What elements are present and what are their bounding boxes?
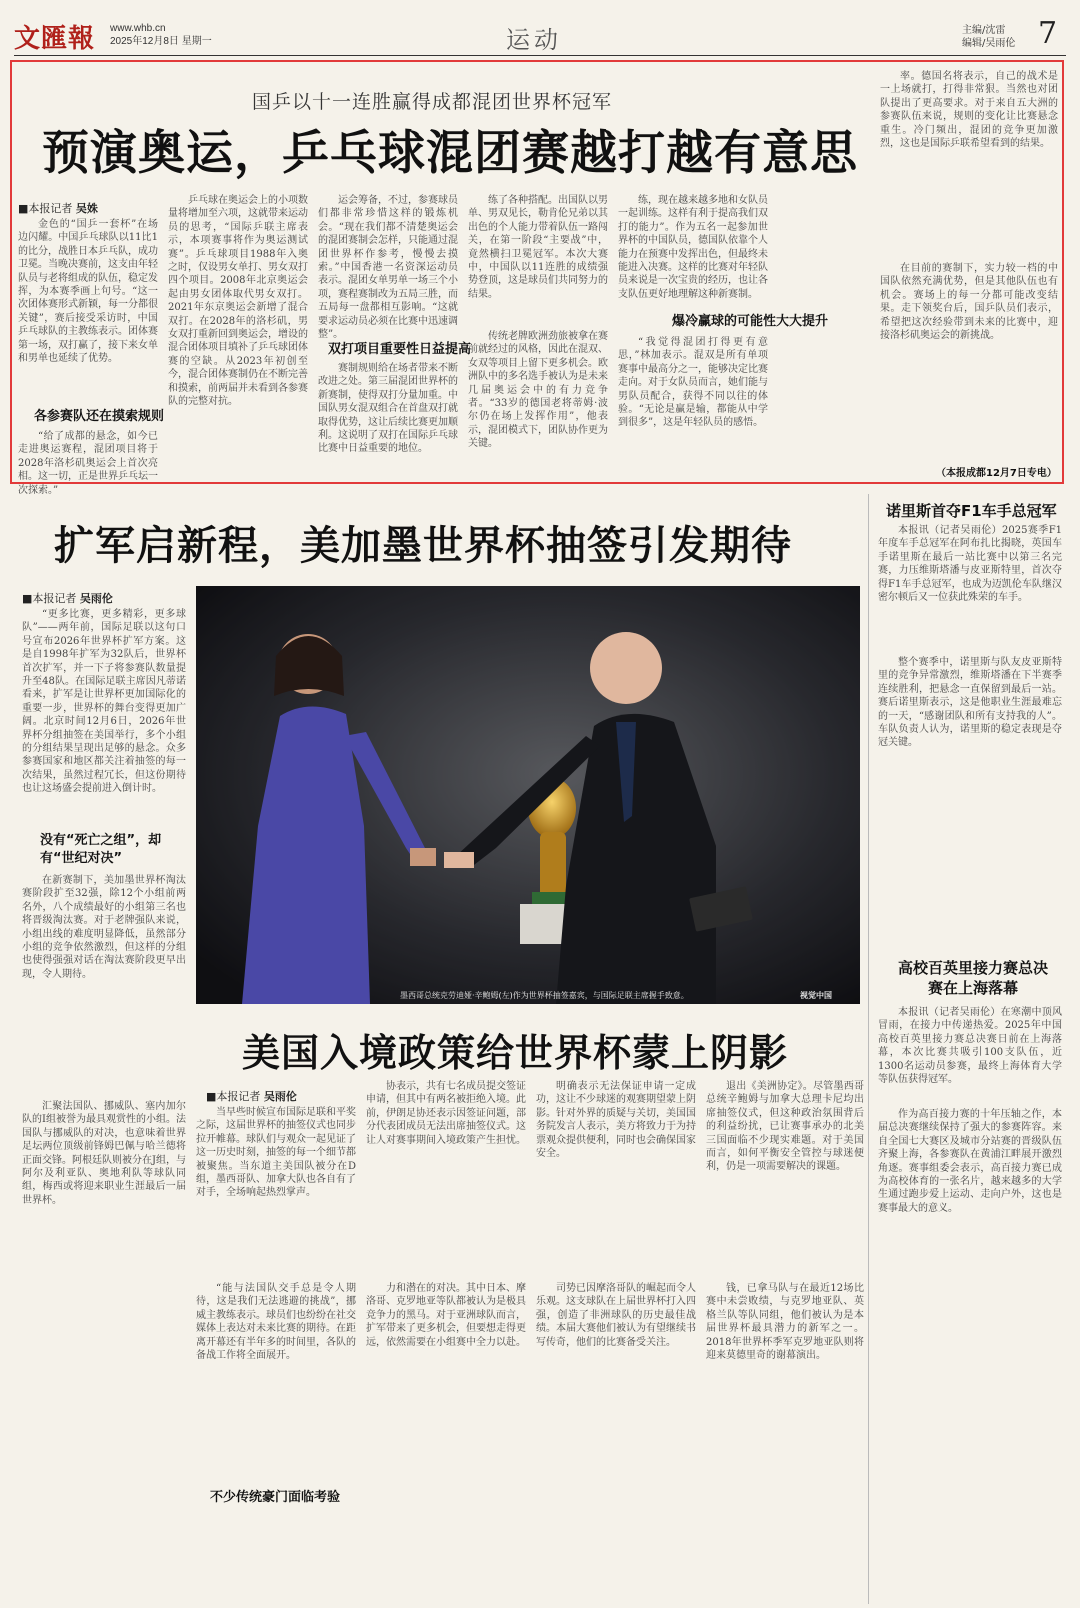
paragraph: 协表示，共有七名成员提交签证申请，但其中有两名被拒绝入境。此前，伊朗足协还表示因签证问题，部分代表团成员无法出席抽签仪式。这让人对赛事期间入境政策产生担忧。 [366, 1081, 526, 1146]
site-url[interactable]: www.whb.cn [110, 23, 166, 34]
paragraph: 练了各种搭配。出国队以男单、男双见长，勒肯伦兄弟以其出色的个人能力带着队伍一路闯关，在第一阶段“主要战”中，竟然横扫卫冕冠军。本次大赛中，中国队以11连胜的成绩强势登顶，这是球员们共同努力的结果。 [468, 195, 608, 300]
worldcup-photo[interactable] [196, 586, 860, 1004]
worldcup-headline[interactable]: 扩军启新程，美加墨世界杯抽签引发期待 [54, 522, 792, 569]
byline-name: 吴姝 [75, 202, 98, 215]
table-tennis-article[interactable] [10, 60, 1064, 496]
us-policy-headline[interactable]: 美国入境政策给世界杯蒙上阴影 [242, 1030, 789, 1075]
paragraph: “我觉得混团打得更有意思，”林加表示。混双是所有单项赛事中最高分之一，能够决定比赛走向。对于女队员而言，她们能与男队员配合，获得不同以往的体验。“无论是赢是输，都能从中学到很多”，这是年轻队员的感悟。 [618, 337, 768, 429]
article-column-1b [18, 430, 158, 496]
relay-headline[interactable]: 高校百英里接力赛总决赛在上海落幕 [898, 959, 1049, 997]
article-column-3b [318, 362, 458, 482]
paragraph: “给了成都的悬念，如今已走进奥运赛程，混团项目将于2028年洛杉矶奥运会上首次亮相。这一切，正是世界乒乓坛一次探索。” [18, 431, 158, 496]
paragraph: “能与法国队交手总是令人期待，这是我们无法逃避的挑战”，挪威主教练表示。球员们也纷纷在社交媒体上表达对未来比赛的期待。在距离开幕还有半年多的时间里，各队的备战工作将全面展开。 [196, 1283, 356, 1362]
article-column-1 [18, 218, 158, 402]
f1-lead [878, 524, 1062, 650]
article-column-6b [880, 262, 1058, 438]
us-column-1 [196, 1106, 356, 1272]
paragraph: 作为高百接力赛的十年压轴之作，本届总决赛继续保持了强大的参赛阵容。来自全国七大赛区及城市分站赛的晋级队伍齐聚上海，各参赛队在黄浦江畔展开激烈角逐。赛事组委会表示，高百接力赛已成为高校体育的一张名片，越来越多的大学生通过跑步爱上运动、走向户外，这也是赛事最大的意义。 [878, 1109, 1062, 1214]
paragraph: 本报讯（记者吴雨伦）2025赛季F1年度车手总冠军在阿布扎比揭晓，英国车手诺里斯在最后一站比赛中以第三名完赛，力压维斯塔潘与皮亚斯特里，首次夺得F1车手总冠军，也成为迈凯伦车队继汉密尔顿后又一位获此殊荣的车手。 [878, 525, 1062, 604]
article-column-5b [618, 336, 768, 482]
lower-column-2 [366, 1282, 526, 1598]
lower-column-1 [196, 1282, 356, 1482]
masthead-meta [110, 22, 212, 48]
byline-prefix: ■本报记者 [22, 592, 77, 605]
paragraph: 明确表示无法保证申请一定成功，这让不少球迷的观赛期望蒙上阴影。针对外界的质疑与关切，美国国务院发言人表示，美方将致力于为持票观众提供便利，同时也会确保国家安全。 [536, 1081, 696, 1160]
article-column-4 [468, 194, 608, 324]
paragraph: 本报讯（记者吴雨伦）在寒潮中顶风冒雨，在接力中传递热爱。2025年中国高校百英里接力赛总决赛日前在上海落幕，本次比赛共吸引100支队伍，近1300名运动员参赛，最终上海体育大学等队伍获得冠军。 [878, 1007, 1062, 1086]
paragraph: 司势已因摩洛哥队的崛起而令人乐观。这支球队在上届世界杯打入四强，创造了非洲球队的历史最佳战绩。本届大赛他们被认为有望继续书写传奇，他们的比赛备受关注。 [536, 1283, 696, 1348]
page-number: 7 [1038, 16, 1058, 51]
paragraph: 金色的“国乒一套杯”在场边闪耀。中国乒乓球队以11比1的比分，战胜日本乒乓队，成功卫冕。当晚决赛前，这支由年轻队员与老将组成的队伍，稳定发挥，为本赛季画上句号。“这一次团体赛形式新颖，每一分都很关键”，赛后接受采访时，中国乒乓球队的主教练表示。团体赛第一场，双打赢了，接下来女单和男单也延续了优势。 [18, 219, 158, 365]
us-byline [206, 1088, 297, 1104]
paragraph: 整个赛季中，诺里斯与队友皮亚斯特里的竞争异常激烈，维斯塔潘在下半赛季连续胜利，把悬念一直保留到最后一站。赛后诺里斯表示，这是他职业生涯最难忘的一天，“感谢团队和所有支持我的人”。车队负责人认为，诺里斯的稳定表现是夺冠关键。 [878, 657, 1062, 749]
us-column-3 [536, 1080, 696, 1272]
box-subhead: 不少传统豪门面临考验 [210, 1490, 341, 1505]
relay-lead [878, 1006, 1062, 1102]
byline [18, 200, 98, 216]
wc-column-1b [22, 874, 186, 1094]
us-column-2 [366, 1080, 526, 1272]
paragraph: 在新赛制下，美加墨世界杯淘汰赛阶段扩至32强，除12个小组前两名外，八个成绩最好的小组第三名也将晋级淘汰赛。对于老牌强队来说，小组出线的难度明显降低，虽然部分小组的竞争依然激烈，但这样的分组也使得强强对话在淘汰赛阶段更早出现，令人期待。 [22, 875, 186, 980]
paragraph: “更多比赛，更多精彩，更多球队”——两年前，国际足联以这句口号宣布2026年世界杯扩军方案。这是自1998年扩军为32队后，世界杯首次扩军，并一下子将参赛队数量提升至48队。在国际足联主席因凡蒂诺看来，扩军是让世界杯更加国际化的重要一步，世界杯的舞台变得更加广阔。北京时间12月6日，2026年世界杯分组抽签在美国举行，多个小组的分组结果呈现出足够的悬念。众多参赛国家和地区都关注着抽签的每一次结果，虽然过程冗长，但这份期待也让这场盛会提前进入倒计时。 [22, 609, 186, 795]
lower-column-4 [706, 1282, 864, 1598]
relay-body [878, 1108, 1062, 1598]
article-column-3 [318, 194, 458, 341]
editor-chief: 主编/沈雷 [962, 25, 1006, 36]
wc-column-1c [22, 1100, 186, 1600]
article-headline: 预演奥运，乒乓球混团赛越打越有意思 [42, 126, 858, 181]
editors [962, 24, 1015, 50]
article-signoff: （本报成都12月7日专电） [936, 468, 1057, 479]
paragraph: 退出《美洲协定》。尽管墨西哥总统辛鲍姆与加拿大总理卡尼均出席抽签仪式，但这种政治氛围背后的利益纷扰，已让赛事承办的北美三国面临不少现实难题。对于美国而言，如何平衡安全管控与球迷便利，仍是一项需要解决的课题。 [706, 1081, 864, 1173]
newspaper-logo: 文匯報 [14, 24, 96, 54]
lower-column-3 [536, 1282, 696, 1598]
paragraph: 率。德国名将表示，自己的战术是一上场就打，打得非常狠。当然也对团队提出了更高要求。对于来自五大洲的参赛队伍来说，规则的变化让比赛悬念重生。冷门频出，混团的竞争更加激烈，这也是国际乒联希望看到的结果。 [880, 71, 1058, 150]
paragraph: 练，现在越来越多地和女队员一起训练。这样有利于提高我们双打的能力”。作为五名一起参加世界杯的中国队员，德国队依靠个人能力在预赛中发挥出色，但最终未能进入决赛。这样的比赛对年轻队员来说是一次宝贵的经历，也让各支队伍更好地理解这种新赛制。 [618, 195, 768, 300]
byline-name: 吴雨伦 [79, 592, 113, 605]
masthead [14, 18, 1066, 56]
paragraph: 汇聚法国队、挪威队、塞内加尔队的I组被誉为最具观赏性的小组。法国队与挪威队的对决，也意味着世界足坛两位顶级前锋姆巴佩与哈兰德将正面交锋。阿根廷队则被分在J组，与阿尔及利亚队、奥地利队等球队同组，梅西或将迎来职业生涯最后一届世界杯。 [22, 1101, 187, 1206]
article-column-4b [468, 330, 608, 482]
paragraph: 当早些时候宣布国际足联和平奖之际，这届世界杯的抽签仪式也同步拉开帷幕。球队们与观众一起见证了这一历史时刻，抽签的每一个细节都被聚焦。当东道主美国队被分在D组，墨西哥队、加拿大队也各自有了对手，全场响起热烈掌声。 [196, 1107, 356, 1199]
section-title: 运动 [506, 26, 562, 54]
photo-credit: 视觉中国 [800, 991, 832, 1000]
byline-name: 吴雨伦 [263, 1090, 297, 1103]
article-column-5 [618, 194, 768, 316]
wc-column-1 [22, 608, 186, 830]
photo-caption: 墨西哥总统克劳迪娅·辛鲍姆(左)作为世界杯抽签嘉宾，与国际足联主席握手致意。 [400, 991, 689, 1000]
paragraph: 乒乓球在奥运会上的小项数量将增加至六项，这就带来运动员的思考，“国际乒联主席表示，本项赛事将作为奥运测试赛”。乒乓球项目1988年入奥之时，仅设男女单打、男女双打四个项目。2008年北京奥运会起由男女团体取代男女双打。2021年东京奥运会新增了混合双打。在2028年的洛杉矶，男女双打重新回到奥运会，增设的混合团体项目填补了乒乓球团体赛的空缺。从2023年初创至今，混合团体赛制仍在不断完善和摸索，前两届并未看到各参赛队的完整对抗。 [168, 195, 308, 408]
editor: 编辑/吴雨伦 [962, 38, 1016, 49]
paragraph: 钱，已拿马队与在最近12场比赛中未尝败绩，与克罗地亚队、英格兰队等队同组，他们被认为是本届世界杯最具潜力的新军之一。2018年世界杯季军克罗地亚队则将迎来莫德里奇的谢幕演出。 [706, 1283, 864, 1362]
article-kicker: 国乒以十一连胜赢得成都混团世界杯冠军 [252, 91, 613, 113]
issue-date: 2025年12月8日 星期一 [110, 36, 212, 47]
article-column-2 [168, 194, 308, 482]
paragraph: 在目前的赛制下，实力较一档的中国队依然充满优势，但是其他队伍也有机会。赛场上的每一分都可能改变结果。走下领奖台后，国乒队员们表示，希望把这次经验带到未来的比赛中，迎接洛杉矶奥运会的新挑战。 [880, 263, 1058, 342]
paragraph: 传统老牌欧洲劲旅被拿在赛前就经过的风格，因此在混双、女双等项目上留下更多机会。欧洲队中的多名选手被认为是未来几届奥运会中的有力竞争者。“33岁的德国老将蒂姆·波尔仍在场上发挥作用”，他表示，混团模式下，团队协作更为关键。 [468, 331, 608, 450]
byline-prefix: ■本报记者 [18, 202, 73, 215]
us-column-4 [706, 1080, 864, 1272]
byline-prefix: ■本报记者 [206, 1090, 261, 1103]
article-column-6 [880, 70, 1058, 256]
subhead-doubles: 双打项目重要性日益提高 [328, 342, 472, 357]
handshake-illustration [196, 586, 860, 1004]
f1-headline[interactable]: 诺里斯首夺F1车手总冠军 [886, 502, 1057, 520]
sidebar-divider [868, 494, 869, 1604]
paragraph: 力和潜在的对决。其中日本、摩洛哥、克罗地亚等队都被认为是极具竞争力的黑马。对于亚洲球队而言，扩军带来了更多机会，但要想走得更远，依然需要在小组赛中全力以赴。 [366, 1283, 526, 1348]
wc-subhead: 没有“死亡之组”，却有“世纪对决” [40, 833, 162, 866]
paragraph: 运会筹备，不过，参赛球员们都非常珍惜这样的锻炼机会。“现在我们都不清楚奥运会的混团赛制会怎样，只能通过混团世界杯作参考，慢慢去摸索。”中国香港一名资深运动员表示。混团女单男单一场三个小项，赛程赛制改为五局三胜，而五局每一盘都相互影响。“这就要求运动员必须在比赛中迅速调整”。 [318, 195, 458, 341]
paragraph: 赛制规则给在场者带来不断改进之处。第三届混团世界杯的新赛制，使得双打分量加重。中国队男女混双组合在首盘双打就取得优势，这让后续比赛更加顺利。这说明了双打在国际乒乓球比赛中日益重要的地位。 [318, 363, 458, 455]
f1-body [878, 656, 1062, 946]
subhead-upsets: 爆冷赢球的可能性大大提升 [672, 314, 829, 329]
subhead-rules: 各参赛队还在摸索规则 [34, 409, 165, 424]
wc-byline [22, 590, 113, 606]
